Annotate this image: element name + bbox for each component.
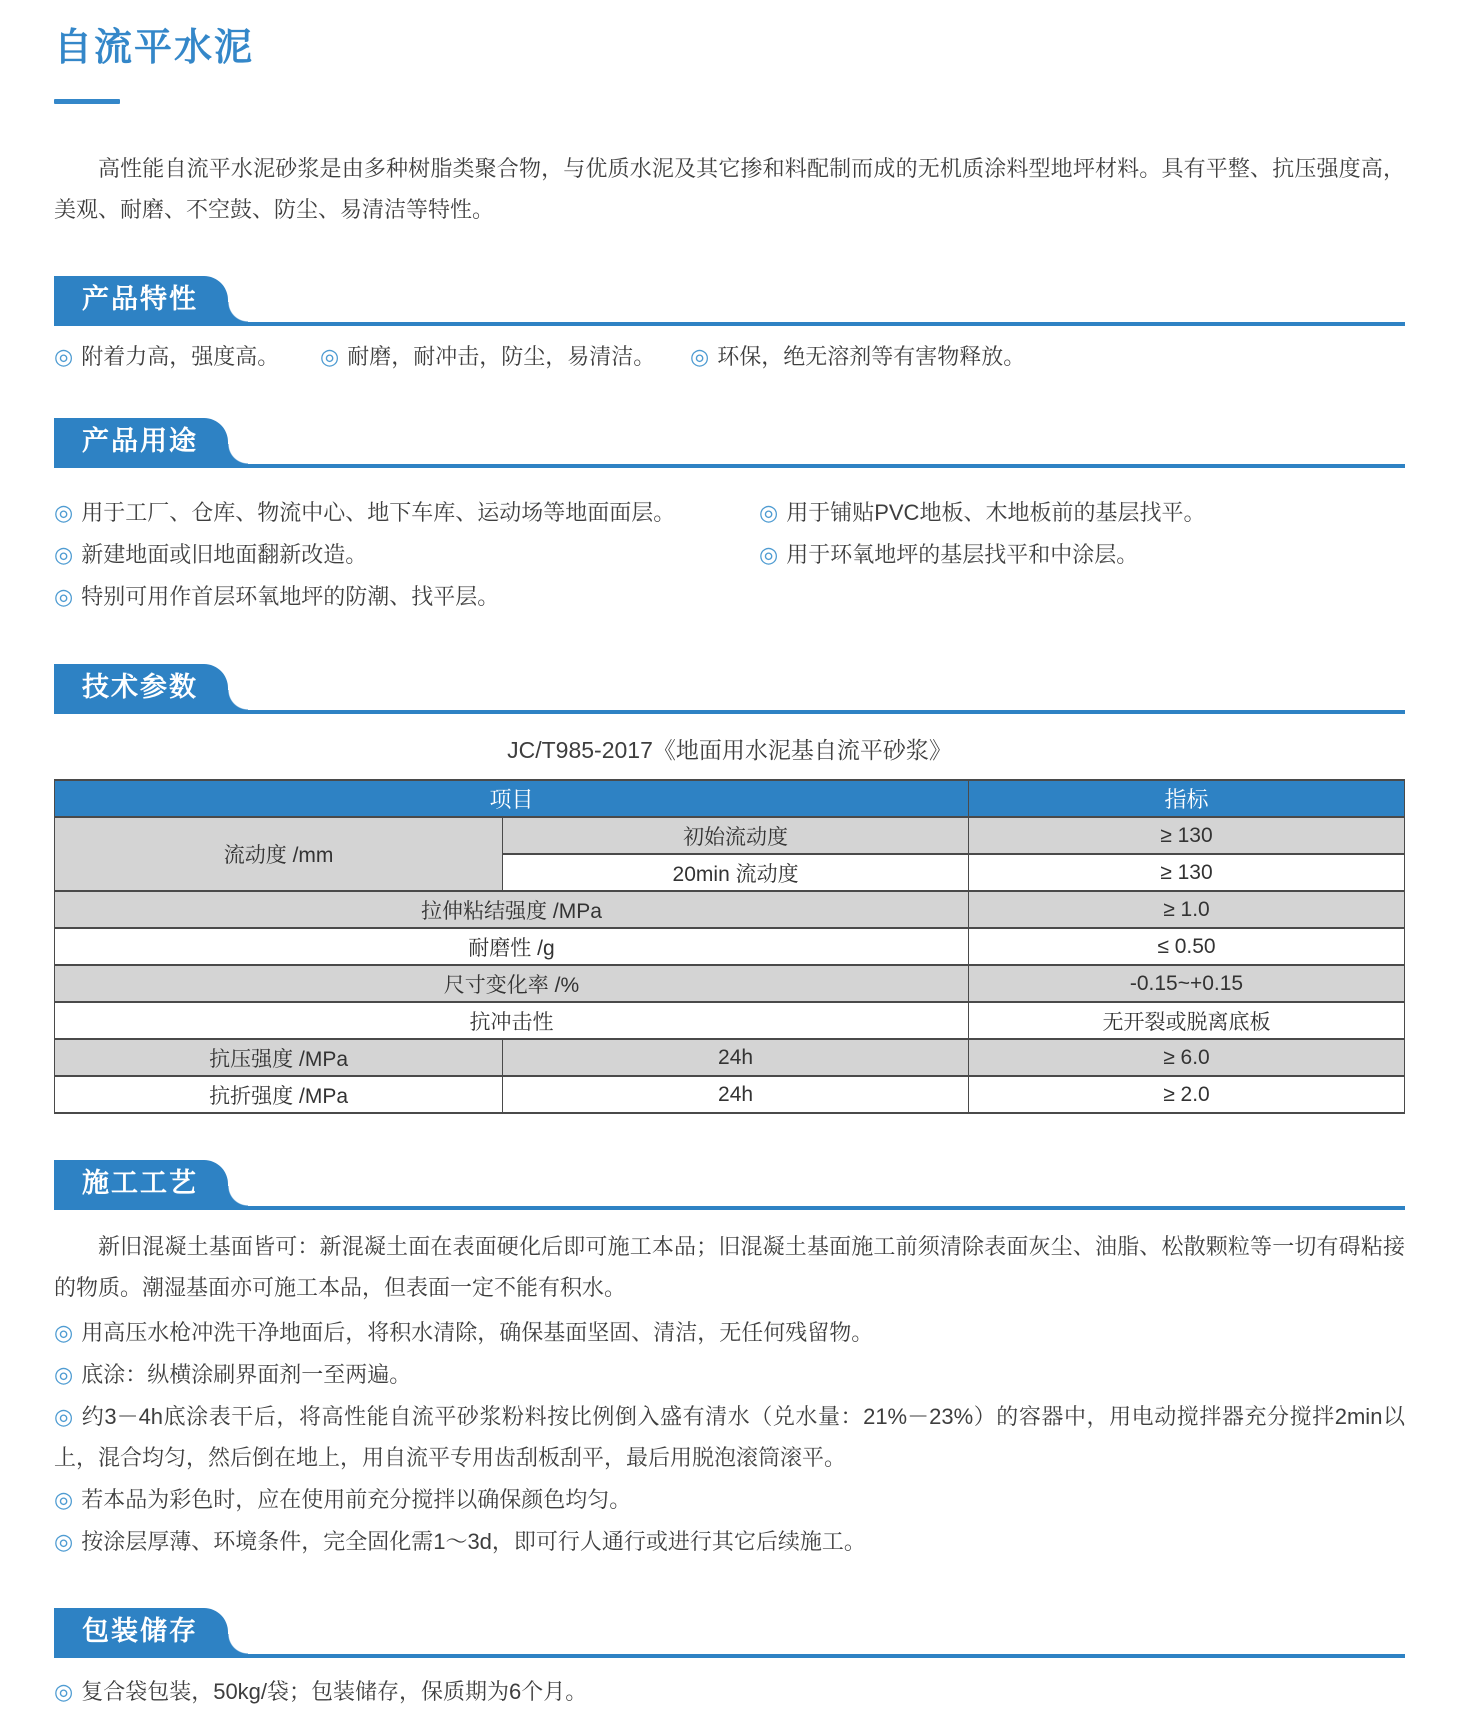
table-row	[55, 1002, 1405, 1039]
section-ribbon-tech	[54, 664, 228, 710]
features-list	[54, 342, 1405, 372]
section-packaging	[54, 1608, 1405, 1712]
table-caption: JC/T985-2017《地面用水泥基自流平砂浆》	[507, 737, 952, 763]
cell-compressive-time: 24h	[503, 1039, 969, 1076]
feature-text: 环保，绝无溶剂等有害物释放。	[717, 344, 1026, 369]
section-heading-label: 施工工艺	[82, 1168, 198, 1198]
section-features	[54, 276, 1405, 372]
bullseye-bullet-icon: ◎	[54, 1529, 74, 1554]
uses-list-right	[759, 492, 1405, 618]
section-ribbon-packaging	[54, 1608, 228, 1654]
bullseye-bullet-icon: ◎	[54, 1404, 74, 1429]
cell-flow-initial: 初始流动度	[503, 817, 969, 854]
process-item	[54, 1521, 1405, 1562]
bullseye-bullet-icon: ◎	[54, 542, 74, 567]
use-item	[759, 534, 1405, 576]
table-row	[55, 1076, 1405, 1113]
bullseye-bullet-icon: ◎	[759, 542, 779, 567]
process-text: 按涂层厚薄、环境条件，完全固化需1～3d，即可行人通行或进行其它后续施工。	[81, 1529, 866, 1554]
feature-item	[320, 342, 690, 372]
section-ribbon-process	[54, 1160, 228, 1206]
process-list	[54, 1312, 1405, 1562]
intro-paragraph: 高性能自流平水泥砂浆是由多种树脂类聚合物，与优质水泥及其它掺和料配制而成的无机质涂料型地坪材料。具有平整、抗压强度高，美观、耐磨、不空鼓、防尘、易清洁等特性。	[54, 156, 1405, 222]
cell-dimension: 尺寸变化率 /%	[55, 965, 969, 1002]
bullseye-bullet-icon: ◎	[54, 1362, 74, 1387]
cell-flow-20min: 20min 流动度	[503, 854, 969, 891]
section-process	[54, 1160, 1405, 1562]
bullseye-bullet-icon: ◎	[54, 500, 74, 525]
cell-flow-initial-value: ≥ 130	[968, 817, 1404, 854]
bullseye-bullet-icon: ◎	[54, 584, 74, 609]
section-header-rule	[54, 276, 1405, 326]
process-text: 约3－4h底涂表干后，将高性能自流平砂浆粉料按比例倒入盛有清水（兑水量：21%－23%）的容器中，用电动搅拌器充分搅拌2min以上，混合均匀，然后倒在地上，用自流平专用齿刮板刮平，最后用脱泡滚筒滚平。	[54, 1404, 1405, 1470]
feature-text: 附着力高，强度高。	[81, 344, 280, 369]
title-underline	[54, 99, 120, 104]
process-item	[54, 1396, 1405, 1478]
section-header-rule	[54, 418, 1405, 468]
use-item	[759, 492, 1405, 534]
cell-impact-value: 无开裂或脱离底板	[968, 1002, 1404, 1039]
bullseye-bullet-icon: ◎	[690, 344, 710, 369]
feature-text: 耐磨，耐冲击，防尘，易清洁。	[347, 344, 656, 369]
use-item	[54, 492, 759, 534]
process-item	[54, 1479, 1405, 1520]
feature-item	[690, 342, 1025, 372]
process-text: 用高压水枪冲洗干净地面后，将积水清除，确保基面坚固、清洁，无任何残留物。	[81, 1320, 874, 1345]
use-text: 新建地面或旧地面翻新改造。	[81, 542, 368, 567]
section-heading-label: 包装储存	[82, 1616, 198, 1646]
section-heading-label: 产品特性	[82, 284, 198, 314]
cell-dimension-value: -0.15~+0.15	[968, 965, 1404, 1002]
cell-flexural-time: 24h	[503, 1076, 969, 1113]
section-header-rule	[54, 1608, 1405, 1658]
table-row	[55, 817, 1405, 854]
uses-columns	[54, 478, 1405, 618]
section-heading-label: 技术参数	[82, 672, 198, 702]
section-ribbon-uses	[54, 418, 228, 464]
use-item	[54, 576, 759, 618]
bullseye-bullet-icon: ◎	[759, 500, 779, 525]
process-item	[54, 1354, 1405, 1395]
table-header-row	[55, 780, 1405, 817]
uses-list-left	[54, 492, 759, 618]
section-uses	[54, 418, 1405, 618]
process-paragraph: 新旧混凝土基面皆可：新混凝土面在表面硬化后即可施工本品；旧混凝土基面施工前须清除表面灰尘、油脂、松散颗粒等一切有碍粘接的物质。潮湿基面亦可施工本品，但表面一定不能有积水。	[54, 1234, 1405, 1300]
table-row	[55, 1039, 1405, 1076]
process-text: 若本品为彩色时，应在使用前充分搅拌以确保颜色均匀。	[81, 1487, 632, 1512]
cell-tensile: 拉伸粘结强度 /MPa	[55, 891, 969, 928]
bullseye-bullet-icon: ◎	[54, 1679, 74, 1704]
cell-tensile-value: ≥ 1.0	[968, 891, 1404, 928]
bullseye-bullet-icon: ◎	[54, 344, 74, 369]
cell-flow-label: 流动度 /mm	[55, 817, 503, 891]
section-header-rule	[54, 664, 1405, 714]
section-header-rule	[54, 1160, 1405, 1210]
page-title: 自流平水泥	[54, 27, 255, 69]
use-text: 用于环氧地坪的基层找平和中涂层。	[786, 542, 1139, 567]
col-header-item: 项目	[55, 780, 969, 817]
cell-flow-20min-value: ≥ 130	[968, 854, 1404, 891]
table-row	[55, 928, 1405, 965]
cell-impact: 抗冲击性	[55, 1002, 969, 1039]
process-text: 底涂：纵横涂刷界面剂一至两遍。	[81, 1362, 412, 1387]
packaging-item	[54, 1672, 1405, 1712]
spec-table	[54, 779, 1405, 1114]
section-ribbon-features	[54, 276, 228, 322]
cell-compressive-value: ≥ 6.0	[968, 1039, 1404, 1076]
use-text: 特别可用作首层环氧地坪的防潮、找平层。	[81, 584, 500, 609]
bullseye-bullet-icon: ◎	[54, 1320, 74, 1345]
col-header-index: 指标	[968, 780, 1404, 817]
packaging-text: 复合袋包装，50kg/袋；包装储存，保质期为6个月。	[81, 1679, 588, 1704]
cell-abrasion: 耐磨性 /g	[55, 928, 969, 965]
table-row	[55, 965, 1405, 1002]
use-text: 用于铺贴PVC地板、木地板前的基层找平。	[786, 500, 1206, 525]
cell-abrasion-value: ≤ 0.50	[968, 928, 1404, 965]
feature-item	[54, 342, 320, 372]
cell-compressive: 抗压强度 /MPa	[55, 1039, 503, 1076]
bullseye-bullet-icon: ◎	[54, 1487, 74, 1512]
bullseye-bullet-icon: ◎	[320, 344, 340, 369]
section-tech-params	[54, 664, 1405, 1114]
section-heading-label: 产品用途	[82, 426, 198, 456]
cell-flexural-value: ≥ 2.0	[968, 1076, 1404, 1113]
packaging-list	[54, 1672, 1405, 1712]
process-item	[54, 1312, 1405, 1353]
cell-flexural: 抗折强度 /MPa	[55, 1076, 503, 1113]
use-item	[54, 534, 759, 576]
use-text: 用于工厂、仓库、物流中心、地下车库、运动场等地面面层。	[81, 500, 676, 525]
table-row	[55, 891, 1405, 928]
